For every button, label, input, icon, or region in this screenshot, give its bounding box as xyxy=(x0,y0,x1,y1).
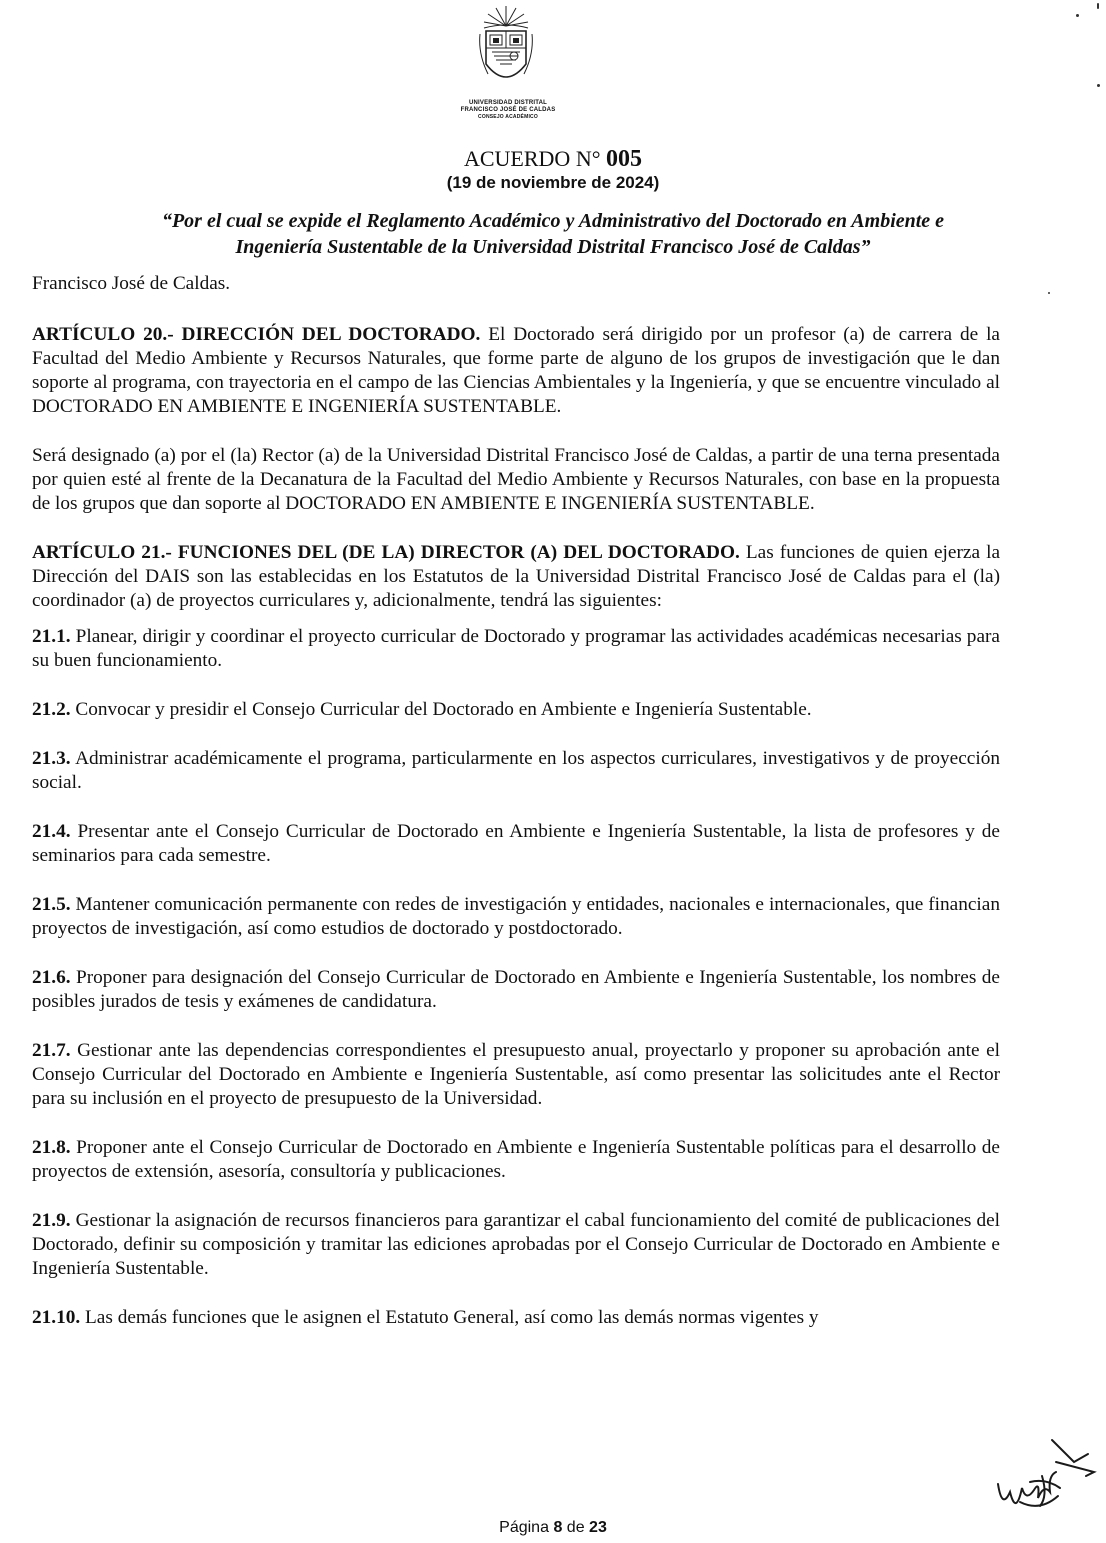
scan-speck xyxy=(1076,14,1079,17)
list-item-21-9 xyxy=(32,1209,1000,1281)
item-number: 21.7. xyxy=(32,1040,71,1061)
lead-in-text: Francisco José de Caldas. xyxy=(32,273,231,294)
page-current: 8 xyxy=(553,1519,563,1536)
document-body xyxy=(32,272,1000,1355)
item-text: Administrar académicamente el programa, particularmente en los aspectos curriculares, investigativos y de proyección social. xyxy=(32,748,1000,793)
item-number: 21.3. xyxy=(32,748,71,769)
item-text: Proponer para designación del Consejo Curricular de Doctorado en Ambiente e Ingeniería Sustentable, los nombres de posibles jurados de tesis y exámenes de candidatura. xyxy=(32,967,1000,1012)
item-number: 21.4. xyxy=(32,821,71,842)
subject-line: “Por el cual se expide el Reglamento Académico y Administrativo del Doctorado en Ambiente e xyxy=(161,210,945,232)
article-21-heading: ARTÍCULO 21.- FUNCIONES DEL (DE LA) DIRECTOR (A) DEL DOCTORADO. xyxy=(32,542,740,563)
item-text: Proponer ante el Consejo Curricular de Doctorado en Ambiente e Ingeniería Sustentable políticas para el desarrollo de proyectos de extensión, asesoría, consultoría y publicaciones. xyxy=(32,1137,1000,1182)
university-seal-logo xyxy=(474,4,538,96)
item-text: Mantener comunicación permanente con redes de investigación y entidades, nacionales e internacionales, que financian proyectos de investigación, así como estudios de doctorado y postdoctorado. xyxy=(32,894,1000,939)
list-item-21-6 xyxy=(32,966,1000,1014)
acuerdo-subject xyxy=(40,208,1066,260)
logo-caption-line: UNIVERSIDAD DISTRITAL xyxy=(468,100,548,106)
logo-caption xyxy=(430,100,586,121)
item-text: Convocar y presidir el Consejo Curricular del Doctorado en Ambiente e Ingeniería Sustentable. xyxy=(75,699,812,720)
acuerdo-label: ACUERDO N° xyxy=(463,146,601,171)
page-word: Página xyxy=(499,1519,549,1536)
list-item-21-3 xyxy=(32,747,1000,795)
logo-caption-line: FRANCISCO JOSÉ DE CALDAS xyxy=(460,107,556,113)
article-20-paragraph-2: Será designado (a) por el (la) Rector (a) de la Universidad Distrital Francisco José de Caldas, a partir de una terna presentada por quien esté al frente de la Decanatura de la Facultad del Medio Ambiente y Recursos Naturales, con base en la propuesta de los grupos que dan soporte al DOCTORADO EN AMBIENTE E INGENIERÍA SUSTENTABLE. xyxy=(32,445,1000,514)
item-number: 21.6. xyxy=(32,967,71,988)
item-number: 21.5. xyxy=(32,894,71,915)
scan-speck xyxy=(1048,292,1050,294)
list-item-21-10 xyxy=(32,1306,1000,1330)
item-text: Las demás funciones que le asignen el Estatuto General, así como las demás normas vigentes y xyxy=(85,1307,819,1328)
list-item-21-7 xyxy=(32,1039,1000,1111)
acuerdo-date: (19 de noviembre de 2024) xyxy=(446,173,660,192)
article-20 xyxy=(32,323,1000,419)
item-text: Presentar ante el Consejo Curricular de Doctorado en Ambiente e Ingeniería Sustentable, la lista de profesores y de seminarios para cada semestre. xyxy=(32,821,1000,866)
article-21-text: Las funciones de quien ejerza la Dirección del DAIS son las establecidas en los Estatutos de la Universidad Distrital Francisco José de Caldas para el (la) coordinador (a) de proyectos curriculares y, adicionalmente, tendrá las siguientes: xyxy=(32,542,1000,611)
acuerdo-number: 005 xyxy=(606,146,643,172)
item-number: 21.1. xyxy=(32,626,71,647)
list-item-21-5 xyxy=(32,893,1000,941)
scan-speck xyxy=(1097,3,1099,9)
article-20-text: El Doctorado será dirigido por un profesor (a) de carrera de la Facultad del Medio Ambiente y Recursos Naturales, que forme parte de alguno de los grupos de investigación que le dan soporte al programa, con trayectoria en el campo de las Ciencias Ambientales y la Ingeniería, y que se encuentre vinculado al DOCTORADO EN AMBIENTE E INGENIERÍA SUSTENTABLE. xyxy=(32,324,1000,417)
item-text: Planear, dirigir y coordinar el proyecto curricular de Doctorado y programar las actividades académicas necesarias para su buen funcionamiento. xyxy=(32,626,1000,671)
item-number: 21.9. xyxy=(32,1210,71,1231)
list-item-21-8 xyxy=(32,1136,1000,1184)
page-number xyxy=(0,1518,1106,1538)
item-number: 21.2. xyxy=(32,699,71,720)
logo-caption-line: CONSEJO ACADÉMICO xyxy=(478,114,538,120)
subject-line: Ingeniería Sustentable de la Universidad Distrital Francisco José de Caldas” xyxy=(235,236,871,258)
article-21 xyxy=(32,541,1000,613)
handwritten-signature xyxy=(990,1432,1100,1522)
article-20-heading: ARTÍCULO 20.- DIRECCIÓN DEL DOCTORADO. xyxy=(32,324,481,345)
page-of: de xyxy=(566,1519,585,1536)
item-text: Gestionar la asignación de recursos financieros para garantizar el cabal funcionamiento del comité de publicaciones del Doctorado, definir su composición y tramitar las ediciones aprobadas por el Consejo Curricular de Doctorado en Ambiente e Ingeniería Sustentable. xyxy=(32,1210,1000,1279)
page-total: 23 xyxy=(589,1519,607,1536)
item-text: Gestionar ante las dependencias correspondientes el presupuesto anual, proyectarlo y proponer su aprobación ante el Consejo Curricular del Doctorado en Ambiente e Ingeniería Sustentable, así como presentar las solicitudes ante el Rector para su inclusión en el proyecto de presupuesto de la Universidad. xyxy=(32,1040,1000,1109)
list-item-21-1 xyxy=(32,625,1000,673)
scan-speck xyxy=(1097,84,1100,87)
list-item-21-2 xyxy=(32,698,1000,722)
item-number: 21.8. xyxy=(32,1137,71,1158)
list-item-21-4 xyxy=(32,820,1000,868)
acuerdo-title xyxy=(0,146,1106,172)
item-number: 21.10. xyxy=(32,1307,81,1328)
